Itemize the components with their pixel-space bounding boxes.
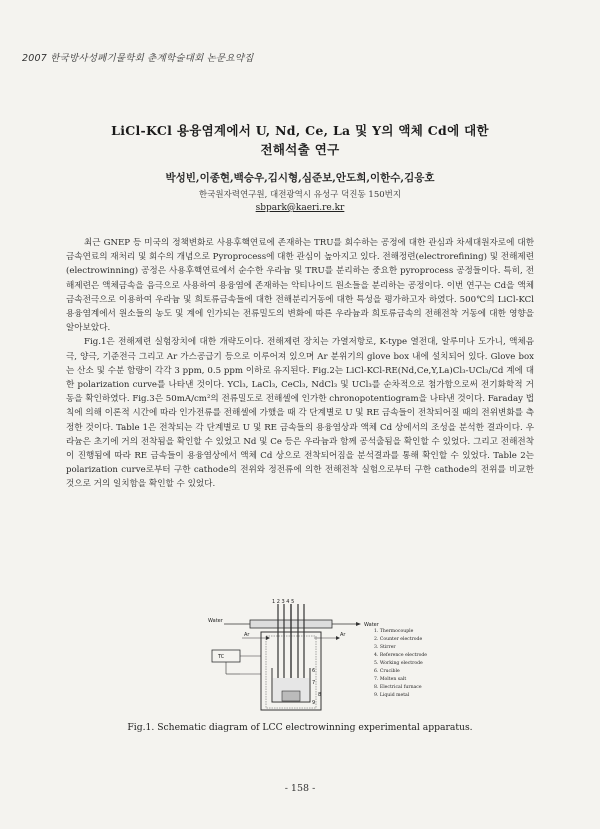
num7-label: 7 <box>312 680 316 686</box>
legend-item: 2. Counter electrode <box>374 637 423 642</box>
tc-label: TC <box>218 654 225 660</box>
affiliation: 한국원자력연구원, 대전광역시 유성구 덕진동 150번지 <box>198 190 402 200</box>
water-out-label: Water <box>364 622 379 628</box>
apparatus-figure <box>206 598 466 714</box>
contact-email: sbpark@kaeri.re.kr <box>255 203 345 213</box>
temperature-controller-box <box>212 650 240 662</box>
legend-item: 9. Liquid metal <box>374 693 410 698</box>
legend-item: 1. Thermocouple <box>374 629 414 634</box>
legend-item: 8. Electrical furnace <box>374 685 422 690</box>
figure-legend <box>374 628 427 698</box>
num6-label: 6 <box>312 668 316 674</box>
author-list: 박성빈,이종현,백승우,김시형,심준보,안도희,이한수,김응호 <box>165 172 435 184</box>
num8-label: 8 <box>318 692 322 698</box>
legend-item: 6. Crucible <box>374 669 400 674</box>
top-numbers-label: 1 2 3 4 5 <box>272 599 295 605</box>
num9-label: 9 <box>312 700 316 706</box>
apparatus-diagram <box>206 598 466 714</box>
proceedings-header: 2007 한국방사성폐기물학회 춘계학술대회 논문요약집 <box>22 53 254 64</box>
page-number: - 158 - <box>284 783 316 794</box>
ar-in-label: Ar <box>244 632 250 638</box>
liquid-metal-cup <box>282 691 300 701</box>
paper-title-line-1: LiCl-KCl 용융염계에서 U, Nd, Ce, La 및 Y의 액체 Cd에 대한 <box>111 123 489 138</box>
abstract-body <box>66 236 534 492</box>
legend-item: 4. Reference electrode <box>374 653 428 658</box>
paragraph-2: Fig.1은 전해제련 실험장치에 대한 개략도이다. 전해제련 장치는 가열저항로, K-type 열전대, 알루미나 도가니, 액체음극, 양극, 기준전극 그리고 Ar 가스공급기 등으로 이루어져 있으며 Ar 분위기의 glove box 내에 설치되어 있다. Glove box는 산소 및 수분 함량이 각각 3 ppm, 0.5 ppm 이하로 유지된다. Fig.2는 LiCl-KCl-RE(Nd,Ce,Y,La)Cl₃-UCl₃/Cd 계에 대한 polarization curve를 나타낸 것이다. YCl₃, LaCl₃, CeCl₃, NdCl₃ 및 UCl₃를 순차적으로 첨가함으로써 전기화학적 거동을 확인하였다. Fig.3은 50mA/cm²의 전류밀도로 전해셀에 인가한 chronopotentiogram을 나타낸 것이다. Faraday 법칙에 의해 이론적 시간에 따라 인가전류를 전해셀에 가했을 때 각 단계별로 U 및 RE 금속들이 전착되어질 때의 전위변화를 측정한 것이다. Table 1은 전착되는 각 단계별로 U 및 RE 금속들의 용융염상과 액체 Cd 상에서의 조성을 분석한 결과이다. 우라늄은 초기에 거의 전착됨을 확인할 수 있었고 Nd 및 Ce 등은 우라늄과 함께 공석출됨을 확인할 수 있었다. 그리고 전해전착이 진행됨에 따라 RE 금속들이 용융염상에서 액체 Cd 상으로 전착되어짐을 분석결과를 통해 확인할 수 있었다. Table 2는 polarization curve로부터 구한 cathode의 전위와 정전류에 의한 전해전착 실험으로부터 구한 cathode의 전위를 비교한 것으로 거의 일치함을 확인할 수 있었다. <box>66 337 534 490</box>
legend-item: 3. Stirrer <box>374 645 396 650</box>
legend-item: 7. Molten salt <box>374 677 407 682</box>
paragraph-1: 최근 GNEP 등 미국의 정책변화로 사용후핵연료에 존재하는 TRU를 회수하는 공정에 대한 관심과 차세대원자로에 대한 금속연료의 재처리 및 회수의 개념으로 Pyroprocess에 대한 관심이 높아지고 있다. 전해정련(electrorefining) 및 전해제련(electrowinning) 공정은 사용후핵연료에서 순수한 우라늄 및 TRU를 분리하는 중요한 pyroprocess 공정들이다. 특히, 전해제련은 액체금속을 음극으로 사용하여 용융염에 존재하는 악티나이드 원소들을 분리하는 공정이다. 이번 연구는 Cd을 액체금속전극으로 이용하여 우라늄 및 희토류금속들에 대한 전해분리거동에 대한 특성을 평가하고자 하였다. 500℃의 LiCl-KCl 용융염계에서 원소들의 농도 및 계에 인가되는 전류밀도의 변화에 따른 우라늄과 희토류금속의 전해전착 거동에 대한 영향을 알아보았다. <box>66 238 534 334</box>
water-in-label: Water <box>208 618 223 624</box>
legend-item: 5. Working electrode <box>374 661 423 666</box>
paper-title-line-2: 전해석출 연구 <box>260 142 340 157</box>
ar-out-label: Ar <box>340 632 346 638</box>
figure-caption: Fig.1. Schematic diagram of LCC electrowinning experimental apparatus. <box>127 722 473 733</box>
